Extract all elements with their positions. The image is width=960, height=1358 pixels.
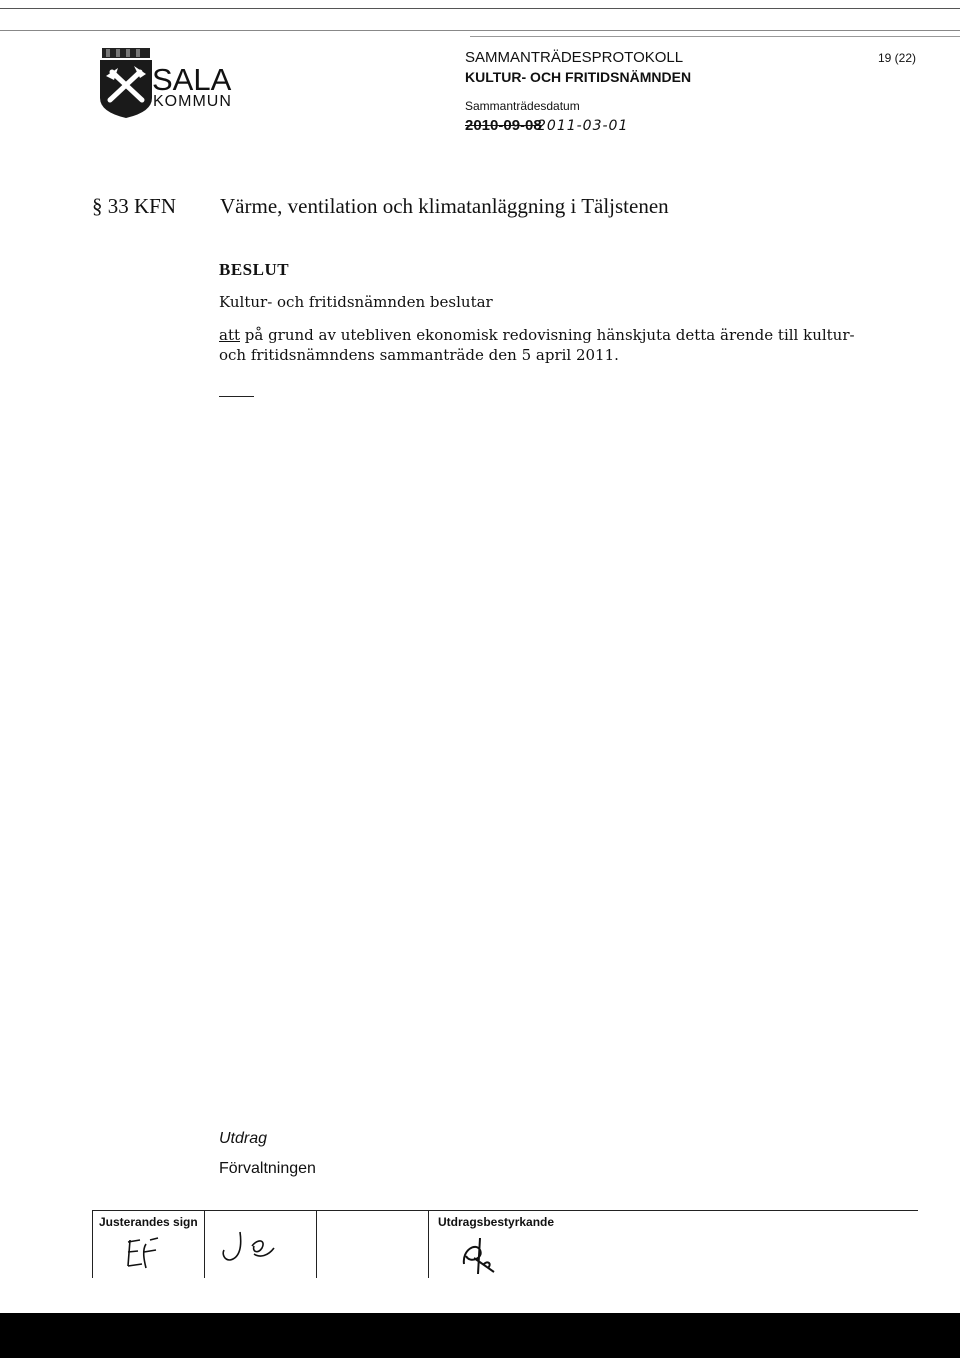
org-sub: KOMMUN [153,93,232,110]
meeting-date-label: Sammanträdesdatum [465,99,580,113]
extract-label: Utdrag [219,1130,268,1147]
extract-recipient: Förvaltningen [219,1160,316,1177]
org-name: SALA [152,62,232,97]
signature-table-top-rule [92,1210,918,1211]
section-number: § 33 KFN [92,194,177,218]
end-dash [219,396,254,397]
decision-intro: Kultur- och fritidsnämnden beslutar [219,293,493,311]
signature-table [92,1210,918,1278]
top-rule-3 [470,36,960,37]
signature-table-divider [92,1210,93,1278]
decision-heading: BESLUT [219,260,290,279]
scan-bottom-band [0,1313,960,1358]
handwritten-certification-mark-icon [454,1234,504,1278]
decision-line-1-text: på grund av utebliven ekonomisk redovisning hänskjuta detta ärende till kultur- [240,326,855,344]
signature-table-divider [428,1210,429,1278]
committee-name: KULTUR- OCH FRITIDSNÄMNDEN [465,69,692,85]
coat-of-arms-icon [96,46,156,118]
certification-label: Utdragsbestyrkande [438,1215,555,1229]
signature-label: Justerandes sign [99,1215,198,1229]
signature-table-divider [204,1210,205,1278]
att-keyword: att [219,326,240,344]
top-rule-2 [0,30,960,31]
handwritten-initials-2-icon [218,1226,288,1266]
meeting-date-handwritten: 2011-03-01 [537,118,629,134]
page-number: 19 (22) [878,51,917,65]
meeting-date-struck: 2010-09-08 [465,117,542,134]
top-rule-1 [0,8,960,9]
signature-table-divider [316,1210,317,1278]
section-title: Värme, ventilation och klimatanläggning i Täljstenen [220,194,669,218]
handwritten-initials-1-icon [122,1234,172,1270]
document-type: SAMMANTRÄDESPROTOKOLL [465,49,684,66]
decision-line-1 [219,328,855,343]
decision-line-2: och fritidsnämndens sammanträde den 5 april 2011. [219,346,619,364]
